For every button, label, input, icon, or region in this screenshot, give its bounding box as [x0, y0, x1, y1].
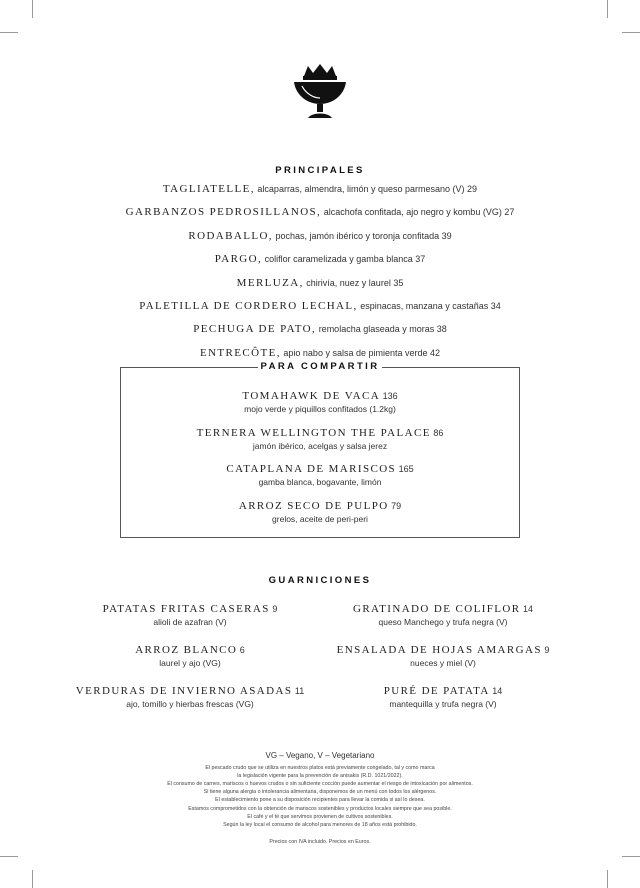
dish-price: 9: [272, 604, 278, 614]
dish-name: CATAPLANA DE MARISCOS: [226, 463, 397, 475]
dish-description: laurel y ajo (VG): [159, 658, 221, 668]
shared-dish: [0, 427, 640, 439]
footer-note: El consumo de carnes, mariscos o huevos crudos o sin suficiente cocción puede aumentar el riesgo de intoxicación por alimentos.: [167, 781, 473, 788]
dish-description: jamón ibérico, acelgas y salsa jerez: [252, 440, 388, 451]
menu-item: [0, 206, 640, 218]
dish-description: alcachofa confitada, ajo negro y kombu (VG): [323, 207, 502, 218]
footer-note: El café y el té que servimos provienen de cultivos sostenibles.: [247, 813, 393, 820]
dish-price: 38: [436, 324, 447, 335]
dish-description: gamba blanca, bogavante, limón: [258, 477, 382, 487]
dish-price: 11: [294, 686, 305, 696]
dish-price: 35: [393, 277, 404, 288]
dish-description: espinacas, manzana y castañas: [360, 301, 489, 311]
crop-mark: [0, 32, 18, 33]
section-title-principales: PRINCIPALES: [275, 165, 365, 176]
footer-note: Estamos comprometidos con la obtención de mariscos sostenibles y productos locales siempre que sea posible.: [188, 805, 452, 812]
dish-description: nueces y miel (V): [410, 658, 476, 668]
dish-name: ARROZ SECO DE PULPO: [238, 499, 389, 512]
shared-dish: [0, 463, 640, 475]
dish-name: PALETILLA DE CORDERO LECHAL,: [139, 300, 358, 312]
dish-description: alioli de azafran (V): [153, 617, 227, 627]
dietary-legend: VG – Vegano, V – Vegetariano: [265, 751, 375, 760]
dish-name: PATATAS FRITAS CASERAS: [102, 603, 270, 615]
menu-item: [0, 300, 640, 312]
menu-item: [0, 230, 640, 242]
dish-price: 14: [492, 686, 503, 696]
dish-price: 79: [391, 500, 402, 511]
crop-mark: [607, 0, 608, 18]
dish-name: ENTRECÔTE,: [199, 346, 281, 359]
dish-name: ARROZ BLANCO: [135, 644, 238, 656]
dish-name: TAGLIATELLE,: [162, 183, 255, 195]
dish-price: 29: [467, 184, 478, 194]
crop-mark: [607, 870, 608, 888]
dish-description: alcaparras, almendra, limón y queso parmesano (V): [257, 184, 465, 194]
dish-description: remolacha glaseada y moras: [318, 324, 435, 335]
dish-price: 165: [398, 464, 414, 474]
dish-price: 27: [504, 207, 515, 218]
dish-price: 14: [523, 604, 534, 614]
dish-description: coliflor caramelizada y gamba blanca: [264, 254, 413, 265]
dish-description: queso Manchego y trufa negra (V): [378, 617, 508, 627]
dish-name: MERLUZA,: [236, 276, 304, 289]
dish-description: grelos, aceite de peri-peri: [272, 513, 368, 524]
side-dish: [293, 644, 593, 668]
section-title-guarniciones: GUARNICIONES: [268, 575, 372, 586]
dish-name: PURÉ DE PATATA: [383, 685, 490, 697]
crop-mark: [32, 870, 33, 888]
dish-name: ENSALADA DE HOJAS AMARGAS: [336, 644, 542, 656]
dish-description: ajo, tomillo y hierbas frescas (VG): [126, 699, 254, 709]
menu-item: [0, 323, 640, 335]
footer-note: El establecimiento pone a su disposición recipientes para llevar la comida si así lo desea.: [215, 797, 425, 804]
chalice-crown-logo-icon: [290, 62, 350, 124]
dish-price: 34: [490, 301, 501, 311]
crop-mark: [32, 0, 33, 18]
dish-description: pochas, jamón ibérico y toronja confitada: [275, 230, 440, 241]
dish-name: RODABALLO,: [188, 229, 273, 242]
dish-name: GARBANZOS PEDROSILLANOS,: [125, 206, 322, 219]
dish-price: 9: [544, 645, 550, 655]
menu-item: [0, 183, 640, 195]
dish-name: TERNERA WELLINGTON THE PALACE: [196, 426, 431, 439]
dish-description: chirivía, nuez y laurel: [306, 277, 391, 288]
menu-item: [0, 347, 640, 359]
crop-mark: [0, 856, 18, 857]
dish-price: 39: [441, 230, 452, 241]
dish-price: 42: [430, 347, 441, 358]
prices-note: Precios con IVA incluido. Precios en Euros.: [269, 839, 371, 845]
dish-name: GRATINADO DE COLIFLOR: [352, 603, 521, 615]
footer-note: Si tiene alguna alergia o intolerancia alimentaria, disponemos de un menú con todos los alérgenos.: [203, 789, 437, 796]
dish-description: mojo verde y piquillos confitados (1.2kg): [244, 404, 396, 414]
dish-price: 6: [239, 645, 245, 655]
dish-price: 86: [433, 427, 444, 438]
dish-name: PECHUGA DE PATO,: [193, 323, 317, 336]
section-title-para-compartir: PARA COMPARTIR: [258, 361, 382, 372]
dish-price: 37: [415, 254, 426, 265]
dish-price: 136: [382, 391, 398, 401]
menu-item: [0, 277, 640, 289]
dish-name: PARGO,: [214, 253, 263, 266]
footer-note: Según la ley local el consumo de alcohol para menores de 18 años está prohibido.: [223, 821, 417, 828]
footer-note: la legislación vigente para la prevención de anisakis (R.D. 1021/2022).: [237, 773, 403, 780]
side-dish: [293, 603, 593, 627]
side-dish: [293, 685, 593, 709]
shared-dish: [0, 500, 640, 512]
crop-mark: [622, 856, 640, 857]
dish-description: mantequilla y trufa negra (V): [389, 699, 497, 709]
crop-mark: [622, 32, 640, 33]
dish-name: TOMAHAWK DE VACA: [242, 390, 381, 402]
footer-note: El pescado crudo que se utiliza en nuestros platos está previamente congelado, tal y como marca: [205, 765, 435, 771]
menu-item: [0, 253, 640, 265]
shared-dish: [0, 390, 640, 402]
dish-description: apio nabo y salsa de pimienta verde: [283, 347, 428, 358]
dish-name: VERDURAS DE INVIERNO ASADAS: [75, 685, 293, 697]
